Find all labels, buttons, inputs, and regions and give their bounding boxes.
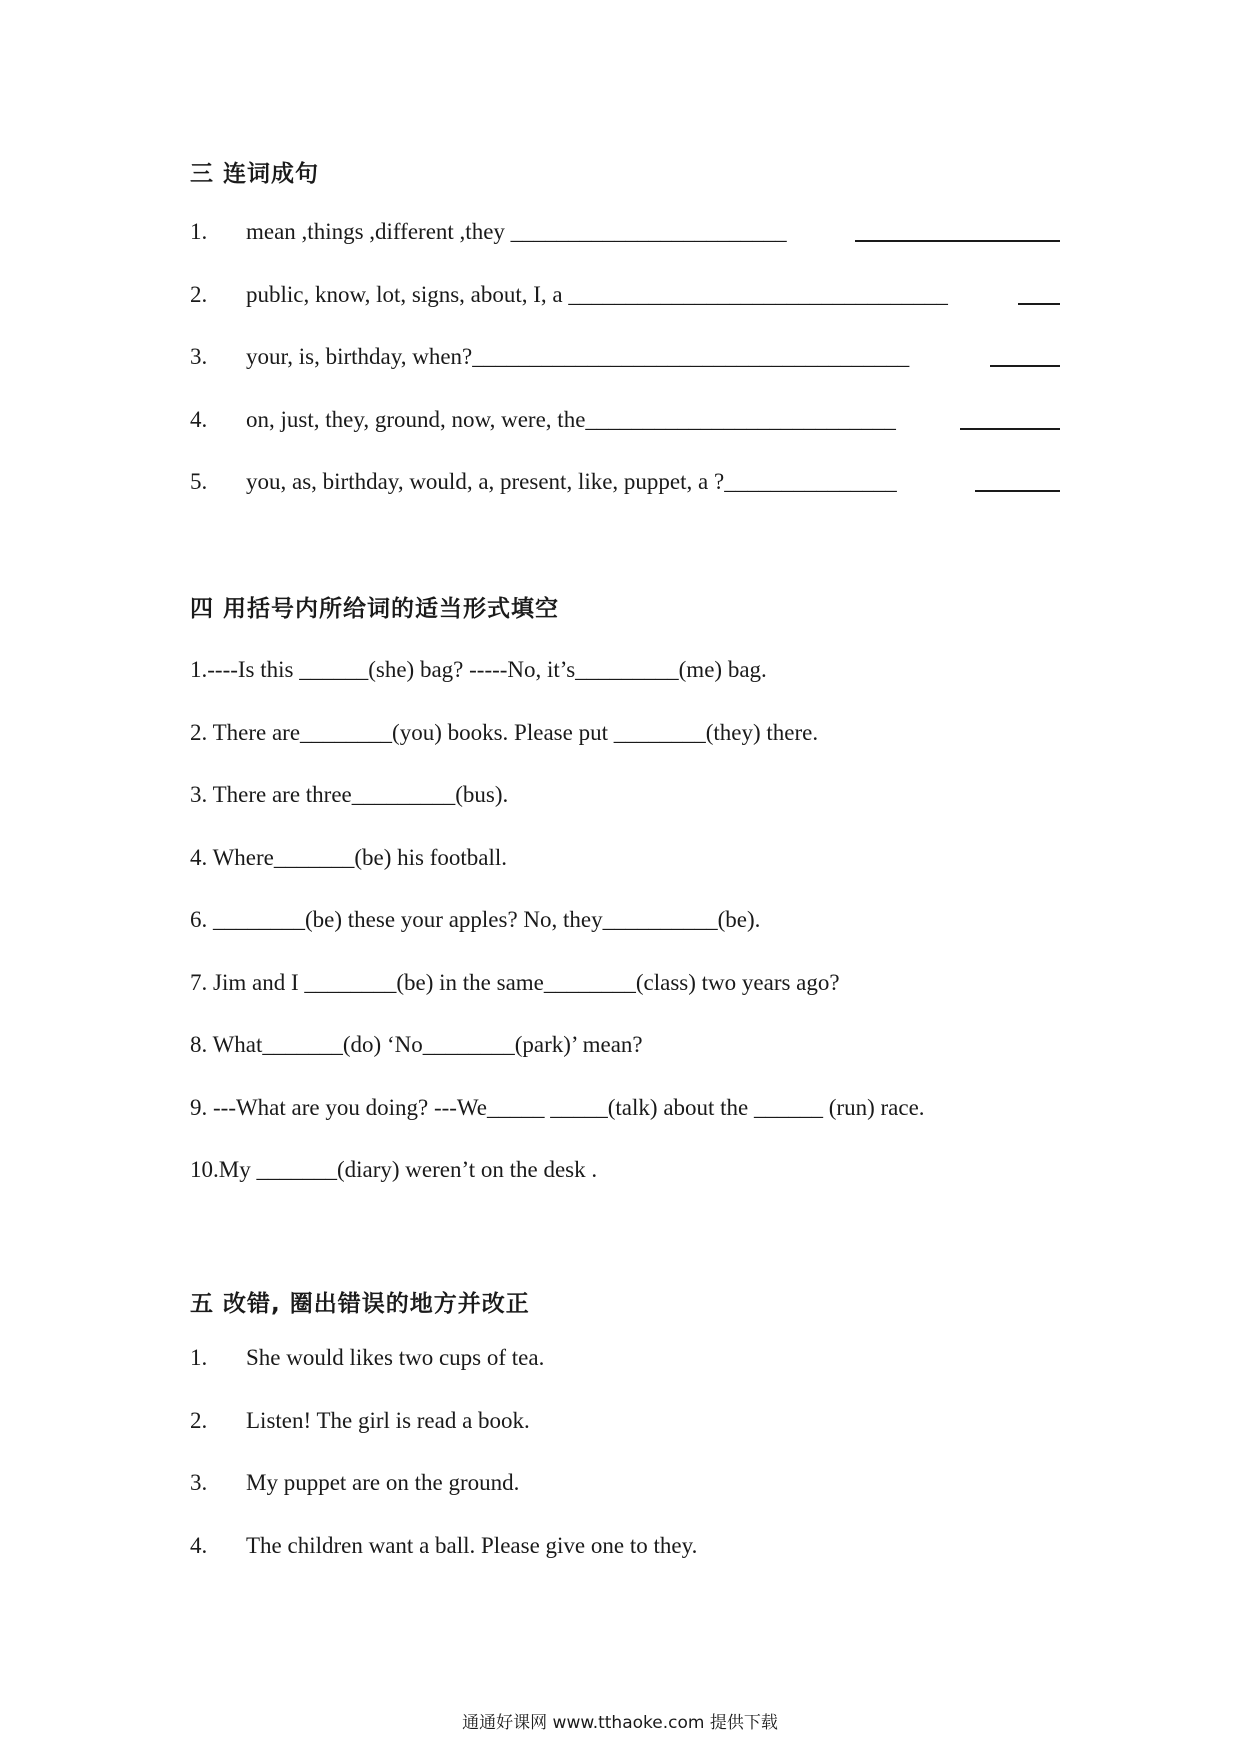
question-row bbox=[190, 653, 1060, 687]
question-number: 3. bbox=[190, 344, 208, 369]
answer-line bbox=[975, 465, 1060, 492]
question-text: 10.My _______(diary) weren’t on the desk . bbox=[190, 1157, 598, 1182]
answer-line bbox=[855, 215, 1060, 242]
question-number: 2. bbox=[190, 282, 208, 307]
question-text: mean ,things ,different ,they ________________________ bbox=[246, 219, 787, 244]
question-number: 2. bbox=[190, 1408, 208, 1433]
question-row bbox=[190, 966, 1060, 1000]
question-row bbox=[190, 778, 1060, 812]
question-number: 3. bbox=[190, 1470, 208, 1495]
question-text: 8. What_______(do) ‘No________(park)’ mean? bbox=[190, 1032, 643, 1057]
section5-heading: 五 改错, 圈出错误的地方并改正 bbox=[190, 1291, 530, 1317]
question-text: public, know, lot, signs, about, I, a _________________________________ bbox=[246, 282, 948, 307]
question-text: She would likes two cups of tea. bbox=[246, 1345, 545, 1370]
question-row bbox=[190, 1028, 1060, 1062]
question-row bbox=[190, 340, 1060, 374]
question-text: 6. ________(be) these your apples? No, they__________(be). bbox=[190, 907, 761, 932]
question-text: 1.----Is this ______(she) bag? -----No, it’s_________(me) bag. bbox=[190, 657, 767, 682]
section4-heading: 四 用括号内所给词的适当形式填空 bbox=[190, 596, 560, 622]
question-row bbox=[190, 841, 1060, 875]
question-row bbox=[190, 1404, 1060, 1438]
question-number: 5. bbox=[190, 469, 208, 494]
question-text: My puppet are on the ground. bbox=[246, 1470, 520, 1495]
question-text: Listen! The girl is read a book. bbox=[246, 1408, 530, 1433]
question-text: on, just, they, ground, now, were, the___________________________ bbox=[246, 407, 896, 432]
question-row bbox=[190, 903, 1060, 937]
question-row bbox=[190, 1341, 1060, 1375]
question-text: 9. ---What are you doing? ---We_____ _____(talk) about the ______ (run) race. bbox=[190, 1095, 925, 1120]
section3-heading: 三 连词成句 bbox=[190, 161, 320, 187]
question-row bbox=[190, 1091, 1060, 1125]
question-text: 4. Where_______(be) his football. bbox=[190, 845, 508, 870]
question-row bbox=[190, 215, 1060, 249]
answer-line bbox=[960, 403, 1060, 430]
question-text: 7. Jim and I ________(be) in the same________(class) two years ago? bbox=[190, 970, 840, 995]
question-row bbox=[190, 1466, 1060, 1500]
question-row bbox=[190, 465, 1060, 499]
question-number: 1. bbox=[190, 219, 208, 244]
answer-line bbox=[1018, 278, 1060, 305]
question-row bbox=[190, 403, 1060, 437]
question-number: 4. bbox=[190, 1533, 208, 1558]
question-text: 2. There are________(you) books. Please put ________(they) there. bbox=[190, 720, 819, 745]
question-row bbox=[190, 1153, 1060, 1187]
answer-line bbox=[990, 340, 1060, 367]
question-row bbox=[190, 716, 1060, 750]
question-number: 4. bbox=[190, 407, 208, 432]
question-row bbox=[190, 278, 1060, 312]
question-number: 1. bbox=[190, 1345, 208, 1370]
question-text: you, as, birthday, would, a, present, like, puppet, a ?_______________ bbox=[246, 469, 897, 494]
question-text: 3. There are three_________(bus). bbox=[190, 782, 509, 807]
question-row bbox=[190, 1529, 1060, 1563]
question-text: your, is, birthday, when?______________________________________ bbox=[246, 344, 910, 369]
page-footer: 通通好课网 www.tthaoke.com 提供下载 bbox=[462, 1713, 778, 1733]
question-text: The children want a ball. Please give one to they. bbox=[246, 1533, 698, 1558]
